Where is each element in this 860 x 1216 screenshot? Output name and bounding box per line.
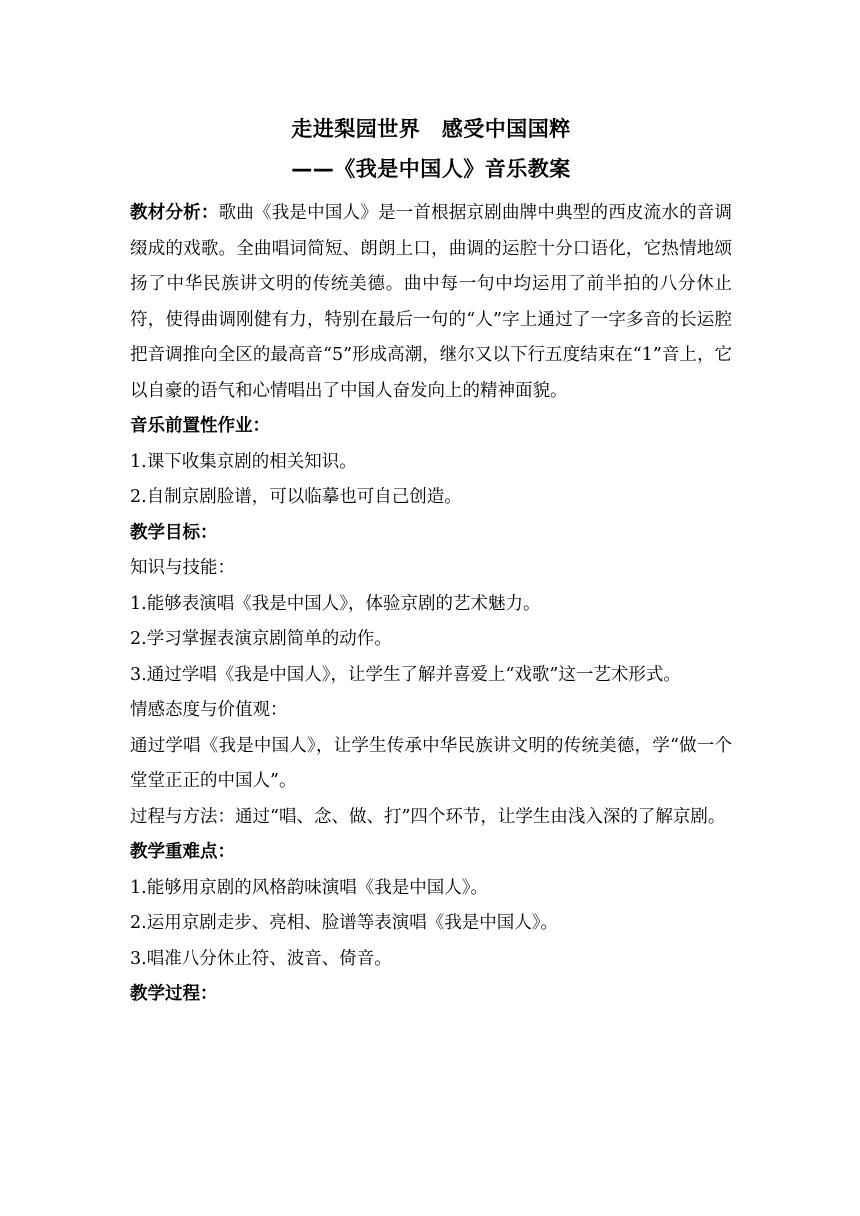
document-page: [130, 110, 732, 1013]
objectives-heading: 教学目标：: [130, 522, 218, 543]
key-point-item: 2.运用京剧走步、亮相、脸谱等表演唱《我是中国人》。: [130, 913, 558, 933]
document-title: 走进梨园世界 感受中国国粹: [291, 117, 571, 141]
pre-homework-item: 1.课下收集京剧的相关知识。: [130, 451, 357, 472]
knowledge-item: 3.通过学唱《我是中国人》，让学生了解并喜爱上“戏歌”这一艺术形式。: [130, 664, 681, 685]
analysis-label: 教材分析：: [130, 203, 219, 223]
knowledge-item: 1.能够表演唱《我是中国人》，体验京剧的艺术魅力。: [130, 593, 541, 614]
key-points-heading: 教学重难点：: [130, 842, 235, 862]
analysis-text: 歌曲《我是中国人》是一首根据京剧曲牌中典型的西皮流水的音调缀成的戏歌。全曲唱词简短、朗朗上口，曲调的运腔十分口语化，它热情地颂扬了中华民族讲文明的传统美德。曲中每一句中均运用了前半拍的八分休止符，使得曲调刚健有力，特别在最后一句的“人”字上通过了一字多音的长运腔把音调推向全区的最高音“5”形成高潮，继尔又以下行五度结束在“1”音上，它以自豪的语气和心情唱出了中国人奋发向上的精神面貌。: [130, 203, 732, 401]
pre-homework-heading: 音乐前置性作业：: [130, 416, 270, 436]
key-point-item: 3.唱准八分休止符、波音、倚音。: [130, 948, 392, 969]
knowledge-label: 知识与技能：: [130, 558, 235, 578]
key-point-item: 1.能够用京剧的风格韵味演唱《我是中国人》。: [130, 877, 488, 898]
pre-homework-item: 2.自制京剧脸谱，可以临摹也可自己创造。: [130, 487, 462, 507]
teaching-process-heading: 教学过程：: [130, 984, 218, 1004]
emotion-label: 情感态度与价值观：: [130, 700, 288, 720]
emotion-text: 通过学唱《我是中国人》，让学生传承中华民族讲文明的传统美德，学“做一个堂堂正正的中国人”。: [130, 735, 732, 791]
document-subtitle: ——《我是中国人》音乐教案: [291, 157, 571, 181]
knowledge-item: 2.学习掌握表演京剧简单的动作。: [130, 629, 392, 649]
analysis-paragraph: [130, 196, 732, 409]
process-method-text: 过程与方法：通过“唱、念、做、打”四个环节，让学生由浅入深的了解京剧。: [130, 806, 726, 827]
